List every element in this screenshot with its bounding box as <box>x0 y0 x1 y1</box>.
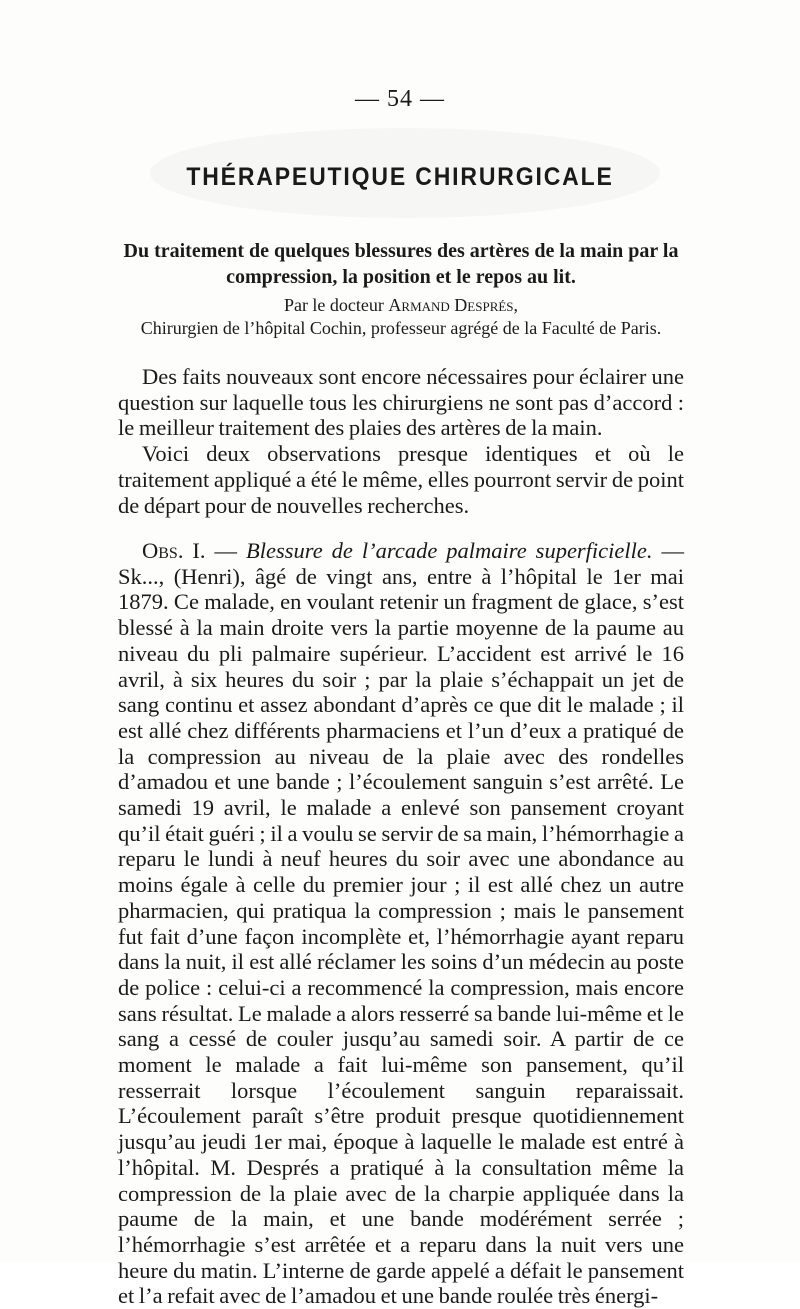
paragraph: Voici deux observations presque identiques et où le traitement appliqué a été le même, elles pourront servir de point de départ pour de nouvelles recherches. <box>118 441 684 518</box>
paragraph: Des faits nouveaux sont encore nécessaires pour éclairer une question sur laquelle tous les chirurgiens ne sont pas d’accord : le meilleur traitement des plaies des artères de la main. <box>118 364 684 441</box>
article-title: Du traitement de quelques blessures des artères de la main par la compression, la position et le repos au lit. <box>123 240 679 288</box>
author-byline <box>118 294 684 317</box>
author-affiliation: Chirurgien de l’hôpital Cochin, professeur agrégé de la Faculté de Paris. <box>140 318 662 338</box>
observation-text: — Sk..., (Henri), âgé de vingt ans, entre à l’hôpital le 1er mai 1879. Ce malade, en voulant retenir un fragment de glace, s’est blessé à la main droite vers la partie moyenne de la paume au niveau du pli palmaire supérieur. L’accident est arrivé le 16 avril, à six heures du soir ; par la plaie s’échappait un jet de sang continu et assez abondant d’après ce que dit le malade ; il est allé chez différents pharmaciens et l’un d’eux a pratiqué de la compression au niveau de la plaie avec des rondelles d’amadou et une bande ; l’écoulement sanguin s’est arrêté. Le samedi 19 avril, le malade a enlevé son pansement croyant qu’il était guéri ; il a voulu se servir de sa main, l’hémorrhagie a reparu le lundi à neuf heures du soir avec une abondance au moins égale à celle du premier jour ; il est allé chez un autre pharmacien, qui pratiqua la compression ; mais le pansement fut fait d’une façon incomplète et, l’hémorrhagie ayant reparu dans la nuit, il est allé réclamer les soins d’un médecin au poste de police : celui-ci a recommencé la compression, mais encore sans résultat. Le malade a alors resserré sa bande lui-même et le sang a cessé de couler jusqu’au samedi soir. A partir de ce moment le malade a fait lui-même son pansement, qu’il resserrait lorsque l’écoulement sanguin reparaissait. L’écoulement paraît s’être produit presque quotidiennement jusqu’au jeudi 1er mai, époque à laquelle le malade est entré à l’hôpital. M. Després a pratiqué à la consultation même la compression de la plaie avec de la charpie appliquée dans la paume de la main, et une bande modérément serrée ; l’hémorrhagie s’est arrêtée et a reparu dans la nuit vers une heure du matin. L’interne de garde appelé a défait le pansement et l’a refait avec de l’amadou et une bande roulée très énergi- <box>118 538 685 1309</box>
author-block <box>118 294 684 340</box>
author-name: Armand Després, <box>388 295 519 315</box>
observation-dash: — <box>205 538 247 563</box>
observation-title: Blessure de l’arcade palmaire superficielle. <box>246 538 653 563</box>
observation-block <box>118 538 684 1309</box>
author-prefix: Par le docteur <box>283 295 384 315</box>
observation-label: Obs. I. <box>142 538 206 563</box>
introduction <box>118 364 684 518</box>
section-heading: THÉRAPEUTIQUE CHIRURGICALE <box>186 163 614 191</box>
page-number: — 54 — <box>355 86 445 112</box>
observation-paragraph <box>118 538 684 1309</box>
